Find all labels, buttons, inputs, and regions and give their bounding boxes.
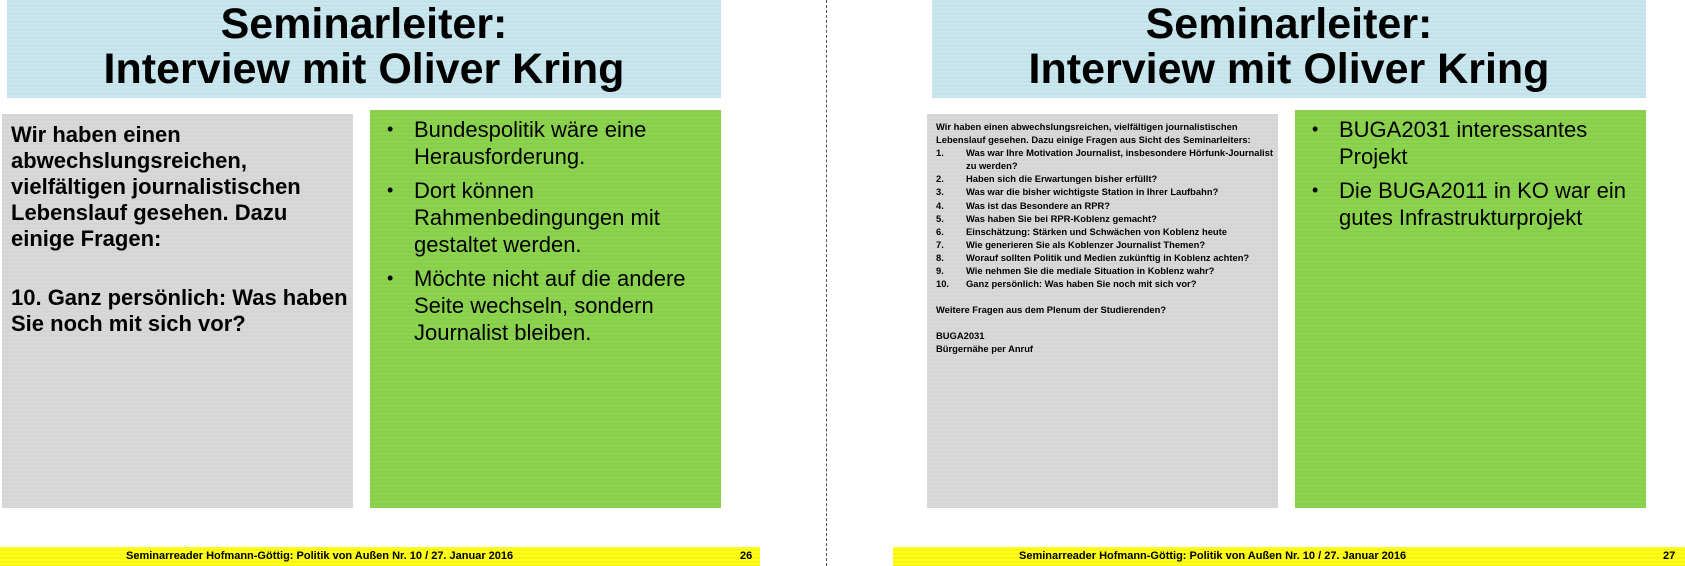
answer-item: [384, 177, 707, 258]
question-item: 1. Was war Ihre Motivation Journalist, insbesondere Hörfunk-Journalist zu werden?: [936, 147, 1273, 172]
question-item: 5. Was haben Sie bei RPR-Koblenz gemacht?: [936, 212, 1157, 224]
answer-list: [1309, 116, 1632, 231]
answer-text: Möchte nicht auf die andere Seite wechseln, sondern Journalist bleiben.: [414, 266, 686, 345]
slide-title-box: [7, 0, 721, 98]
answer-text: Bundespolitik wäre eine Herausforderung.: [414, 117, 647, 169]
footer-text: Seminarreader Hofmann-Göttig: Politik von Außen Nr. 10 / 27. Januar 2016: [1019, 550, 1407, 562]
question-item: 4. Was ist das Besondere an RPR?: [936, 199, 1110, 211]
answer-list: [384, 116, 707, 346]
page-divider: [826, 0, 827, 566]
page-footer: [893, 547, 1685, 566]
question-item: 6. Einschätzung: Stärken und Schwächen von Koblenz heute: [936, 225, 1227, 237]
bullet-icon: •: [387, 180, 394, 200]
question-item: 3. Was war die bisher wichtigste Station in Ihrer Laufbahn?: [936, 186, 1219, 198]
answer-text: BUGA2031 interessantes Projekt: [1339, 117, 1588, 169]
question-box: [2, 114, 353, 508]
question-box: [927, 114, 1278, 508]
question-item: 9. Wie nehmen Sie die mediale Situation in Koblenz wahr?: [936, 265, 1215, 277]
question-item: 8. Worauf sollten Politik und Medien zukünftig in Koblenz achten?: [936, 251, 1250, 263]
slide-title-line2: Interview mit Oliver Kring: [103, 45, 625, 93]
bullet-icon: •: [387, 268, 394, 288]
question-intro: Wir haben einen abwechslungsreichen, vielfältigen journalistischen Lebenslauf gesehen. Dazu einige Fragen:: [11, 122, 301, 251]
slide-page-26: [0, 0, 760, 566]
bullet-icon: •: [1312, 180, 1319, 200]
slide-title-line1: Seminarleiter:: [1145, 0, 1433, 48]
answer-item: [384, 116, 707, 170]
question-item: 2. Haben sich die Erwartungen bisher erfüllt?: [936, 173, 1158, 185]
answer-text: Die BUGA2011 in KO war ein gutes Infrastrukturprojekt: [1339, 178, 1626, 230]
questions-intro: Wir haben einen abwechslungsreichen, vielfältigen journalistischen Lebenslauf gesehen. Dazu einige Fragen aus Sicht des Seminarleiters:: [936, 121, 1251, 146]
further-questions: Weitere Fragen aus dem Plenum der Studierenden?: [936, 304, 1167, 316]
slide-title-line1: Seminarleiter:: [220, 0, 508, 48]
answer-box: [370, 110, 721, 508]
answer-item: [384, 265, 707, 346]
answer-item: [1309, 177, 1632, 231]
bullet-icon: •: [1312, 119, 1319, 139]
note-line: BUGA2031: [936, 330, 985, 342]
bullet-icon: •: [387, 119, 394, 139]
answer-box: [1295, 110, 1646, 508]
slide-page-27: [925, 0, 1685, 566]
slide-title-box: [932, 0, 1646, 98]
question-text: 10. Ganz persönlich: Was haben Sie noch mit sich vor?: [11, 285, 348, 336]
page-footer: [0, 547, 760, 566]
answer-text: Dort können Rahmenbedingungen mit gestaltet werden.: [414, 178, 660, 257]
answer-item: [1309, 116, 1632, 170]
page-number: 27: [1663, 550, 1676, 562]
footer-text: Seminarreader Hofmann-Göttig: Politik von Außen Nr. 10 / 27. Januar 2016: [126, 550, 514, 562]
questions-list: [936, 146, 1278, 290]
question-item: 10. Ganz persönlich: Was haben Sie noch mit sich vor?: [936, 278, 1197, 290]
page-number: 26: [740, 550, 753, 562]
note-line: Bürgernähe per Anruf: [936, 343, 1034, 355]
slide-title-line2: Interview mit Oliver Kring: [1028, 45, 1550, 93]
question-item: 7. Wie generieren Sie als Koblenzer Journalist Themen?: [936, 238, 1206, 250]
